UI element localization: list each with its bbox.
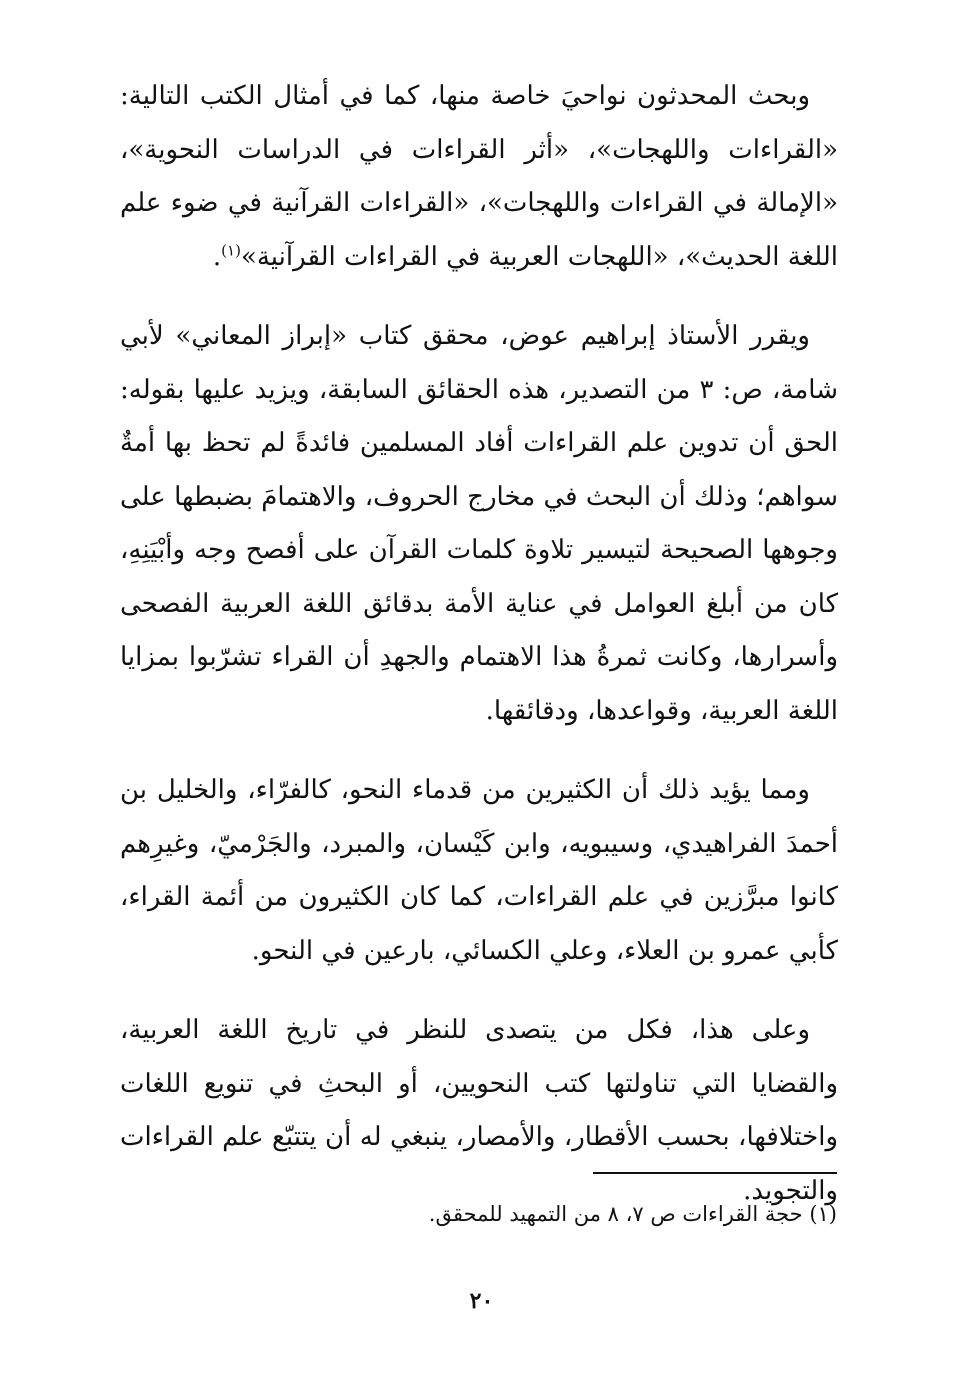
footnote-marker: (١) (221, 240, 241, 259)
paragraph-1-tail: . (212, 241, 222, 272)
footnote-separator (593, 1172, 837, 1174)
paragraph-1-text: وبحث المحدثون نواحيَ خاصة منها، كما في أمثال الكتب التالية: «القراءات واللهجات»، «أثر القراءات في الدراسات النحوية»، «الإمالة في القراءات واللهجات»، «القراءات القرآنية في ضوء علم اللغة الحديث»، «اللهجات العربية في القراءات القرآنية» (120, 81, 838, 272)
body-text (120, 70, 838, 1244)
paragraph-2: ويقرر الأستاذ إبراهيم عوض، محقق كتاب «إبراز المعاني» لأبي شامة، ص: ٣ من التصدير، هذه الحقائق السابقة، ويزيد عليها بقوله: الحق أن تدوين علم القراءات أفاد المسلمين فائدةً لم تحظ بها أمةٌ سواهم؛ وذلك أن البحث في مخارج الحروف، والاهتمامَ بضبطها على وجوهها الصحيحة لتيسير تلاوة كلمات القرآن على أفصح وجه وأبْيَنِهِ، كان من أبلغ العوامل في عناية الأمة بدقائق اللغة العربية الفصحى وأسرارها، وكانت ثمرةُ هذا الاهتمام والجهدِ أن القراء تشرّبوا بمزايا اللغة العربية، وقواعدها، ودقائقها. (120, 321, 839, 726)
footnote: (١) حجة القراءات ص ٧، ٨ من التمهيد للمحقق. (428, 1202, 837, 1226)
paragraph-4: وعلى هذا، فكل من يتصدى للنظر في تاريخ اللغة العربية، والقضايا التي تناولتها كتب النحويين، أو البحثِ في تنويع اللغات واختلافها، بحسب الأقطار، والأمصار، ينبغي له أن يتتبّع علم القراءات والتجويد. (120, 1015, 838, 1206)
paragraph-3: ومما يؤيد ذلك أن الكثيرين من قدماء النحو، كالفرّاء، والخليل بن أحمدَ الفراهيدي، وسيبويه، وابن كَيْسان، والمبرد، والجَرْميّ، وغيرِهم كانوا مبرَّزين في علم القراءات، كما كان الكثيرون من أئمة القراء، كأبي عمرو بن العلاء، وعلي الكسائي، بارعين في النحو. (120, 775, 838, 966)
page-number: ٢٠ (469, 1288, 494, 1314)
paragraph-1 (120, 70, 838, 284)
